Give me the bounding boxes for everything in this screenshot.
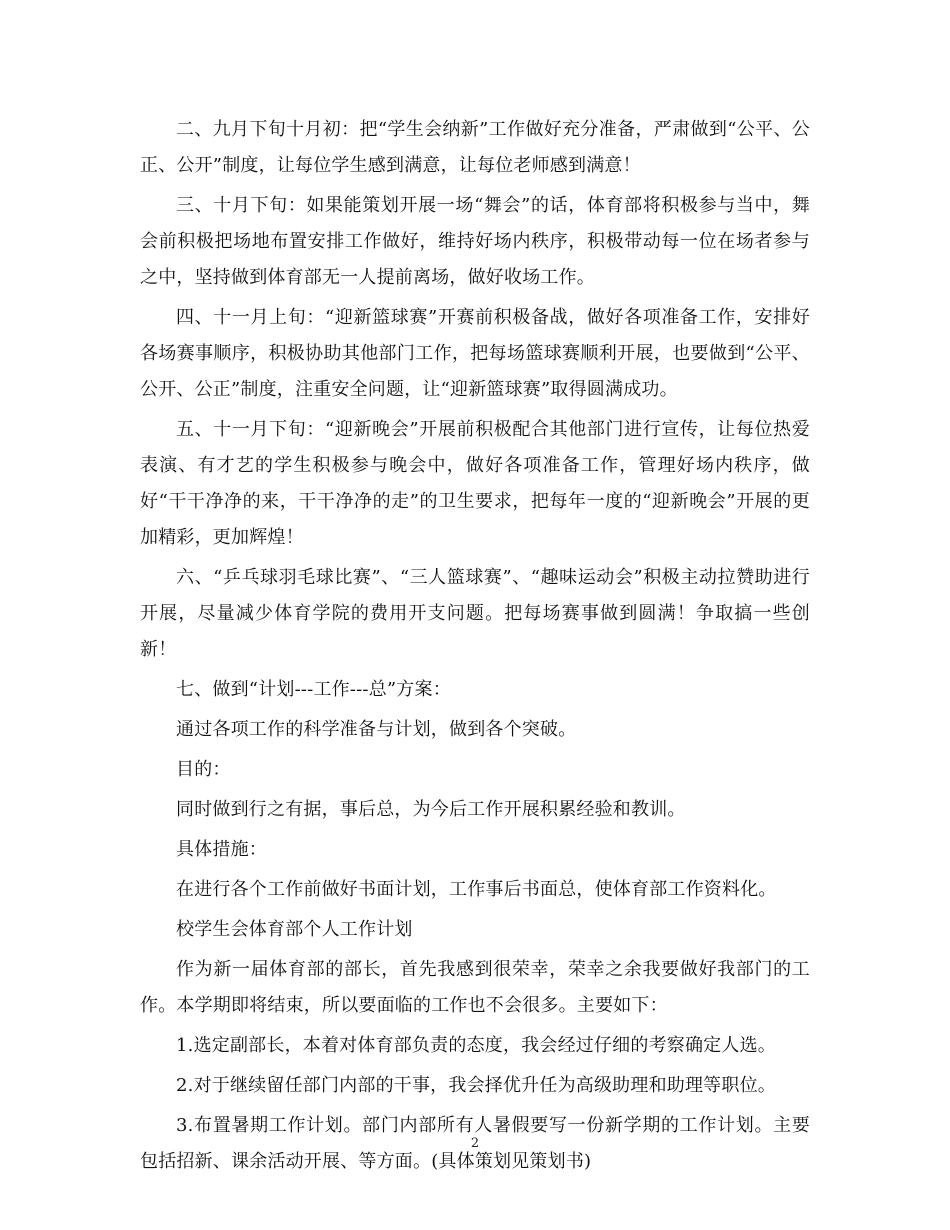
paragraph-purpose-heading: 目的： <box>176 759 231 780</box>
paragraph-breakthrough: 通过各项工作的科学准备与计划，做到各个突破。 <box>176 719 577 740</box>
document-body <box>140 112 810 1184</box>
paragraph-plan-scheme: 七、做到“计划---工作---总”方案： <box>176 679 451 700</box>
paragraph-measures: 在进行各个工作前做好书面计划，工作事后书面总，使体育部工作资料化。 <box>176 879 777 900</box>
page-number: 2 <box>470 1136 480 1151</box>
list-item-1: 1.选定副部长，本着对体育部负责的态度，我会经过仔细的考察确定人选。 <box>176 1035 776 1056</box>
section-title: 校学生会体育部个人工作计划 <box>176 919 413 940</box>
list-item-3: 3.布置暑期工作计划。部门内部所有人暑假要写一份新学期的工作计划。主要包括招新、课余活动开展、等方面。(具体策划见策划书) <box>140 1115 810 1172</box>
paragraph-purpose: 同时做到行之有据，事后总，为今后工作开展积累经验和教训。 <box>176 799 686 820</box>
paragraph-late-november: 五、十一月下旬：“迎新晚会”开展前积极配合其他部门进行宣传，让每位热爱表演、有才艺的学生积极参与晚会中，做好各项准备工作，管理好场内秩序，做好“干干净净的来，干干净净的走”的卫生要求，把每年一度的“迎新晚会”开展的更加精彩，更加辉煌！ <box>140 419 810 548</box>
list-item-2: 2.对于继续留任部门内部的干事，我会择优升任为高级助理和助理等职位。 <box>176 1075 776 1096</box>
paragraph-september-october: 二、九月下旬十月初：把“学生会纳新”工作做好充分准备，严肃做到“公平、公正、公开”制度，让每位学生感到满意，让每位老师感到满意！ <box>140 119 810 176</box>
paragraph-early-november: 四、十一月上旬：“迎新篮球赛”开赛前积极备战，做好各项准备工作，安排好各场赛事顺序，积极协助其他部门工作，把每场篮球赛顺利开展，也要做到“公平、公开、公正”制度，注重安全问题，让“迎新篮球赛”取得圆满成功。 <box>140 307 810 400</box>
paragraph-competitions: 六、“乒乓球羽毛球比赛”、“三人篮球赛”、“趣味运动会”积极主动拉赞助进行开展，尽量减少体育学院的费用开支问题。把每场赛事做到圆满！争取搞一些创新！ <box>140 567 810 660</box>
paragraph-introduction: 作为新一届体育部的部长，首先我感到很荣幸，荣幸之余我要做好我部门的工作。本学期即将结束，所以要面临的工作也不会很多。主要如下： <box>140 959 810 1016</box>
paragraph-late-october: 三、十月下旬：如果能策划开展一场“舞会”的话，体育部将积极参与当中，舞会前积极把场地布置安排工作做好，维持好场内秩序，积极带动每一位在场者参与之中，坚持做到体育部无一人提前离场，做好收场工作。 <box>140 195 810 288</box>
paragraph-measures-heading: 具体措施： <box>176 839 267 860</box>
